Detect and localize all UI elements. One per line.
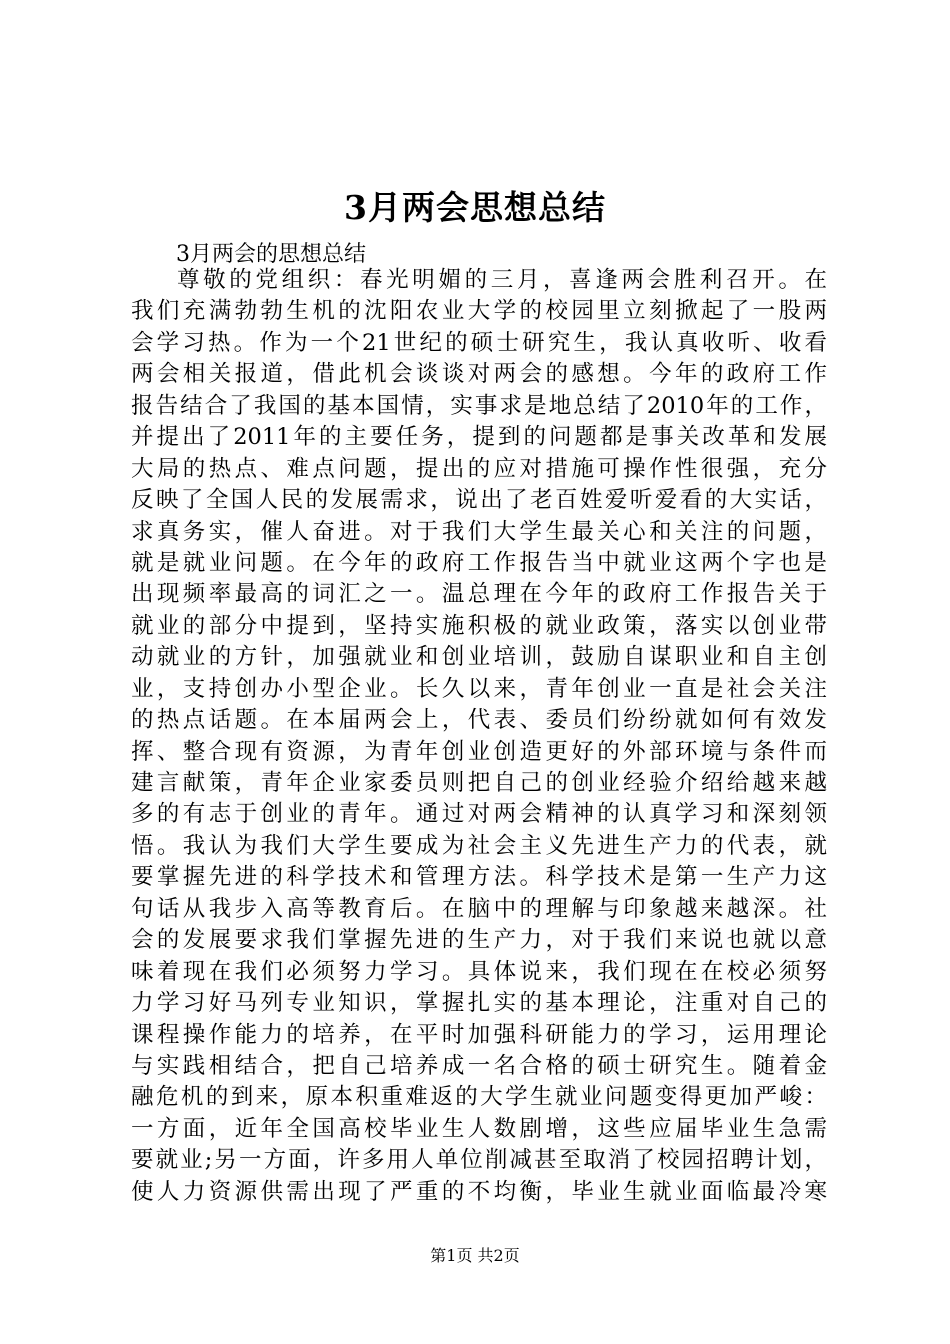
body-line: 与实践相结合，把自己培养成一名合格的硕士研究生。随着金 — [131, 1052, 827, 1079]
body-line: 大局的热点、难点问题，提出的应对措施可操作性很强，充分 — [131, 455, 827, 482]
body-line: 求真务实，催人奋进。对于我们大学生最关心和关注的问题， — [131, 518, 827, 545]
body-line: 句话从我步入高等教育后。在脑中的理解与印象越来越深。社 — [131, 895, 827, 922]
body-line: 尊敬的党组织：春光明媚的三月，喜逢两会胜利召开。在 — [177, 267, 827, 293]
document-subtitle: 3月两会的思想总结 — [176, 242, 366, 267]
body-line: 挥、整合现有资源，为青年创业创造更好的外部环境与条件而 — [131, 738, 827, 765]
body-line: 多的有志于创业的青年。通过对两会精神的认真学习和深刻领 — [131, 801, 827, 828]
document-title: 3月两会思想总结 — [344, 188, 606, 227]
body-paragraph — [131, 265, 827, 1208]
body-line: 悟。我认为我们大学生要成为社会主义先进生产力的代表，就 — [131, 832, 827, 859]
body-line: 课程操作能力的培养，在平时加强科研能力的学习，运用理论 — [131, 1021, 827, 1048]
body-line: 力学习好马列专业知识，掌握扎实的基本理论，注重对自己的 — [131, 990, 827, 1017]
body-line: 融危机的到来，原本积重难返的大学生就业问题变得更加严峻： — [131, 1084, 827, 1111]
body-line: 出现频率最高的词汇之一。温总理在今年的政府工作报告关于 — [131, 581, 827, 608]
body-line: 使人力资源供需出现了严重的不均衡，毕业生就业面临最冷寒 — [131, 1178, 827, 1205]
body-line: 会学习热。作为一个21世纪的硕士研究生，我认真收听、收看 — [131, 329, 827, 356]
body-line: 报告结合了我国的基本国情，实事求是地总结了2010年的工作， — [131, 392, 827, 419]
body-line: 业，支持创办小型企业。长久以来，青年创业一直是社会关注 — [131, 675, 827, 702]
body-line: 动就业的方针，加强就业和创业培训，鼓励自谋职业和自主创 — [131, 644, 827, 671]
body-line: 就是就业问题。在今年的政府工作报告当中就业这两个字也是 — [131, 549, 827, 576]
body-line: 反映了全国人民的发展需求，说出了老百姓爱听爱看的大实话， — [131, 487, 827, 514]
body-line: 我们充满勃勃生机的沈阳农业大学的校园里立刻掀起了一股两 — [131, 298, 827, 325]
body-line: 的热点话题。在本届两会上，代表、委员们纷纷就如何有效发 — [131, 707, 827, 734]
body-line: 建言献策，青年企业家委员则把自己的创业经验介绍给越来越 — [131, 770, 827, 796]
body-line: 两会相关报道，借此机会谈谈对两会的感想。今年的政府工作 — [131, 361, 827, 388]
body-line: 就业的部分中提到，坚持实施积极的就业政策，落实以创业带 — [131, 612, 827, 639]
body-line: 会的发展要求我们掌握先进的生产力，对于我们来说也就以意 — [131, 927, 827, 954]
page-footer: 第1页 共2页 — [430, 1246, 520, 1265]
body-line: 并提出了2011年的主要任务，提到的问题都是事关改革和发展 — [131, 424, 827, 451]
body-line: 一方面，近年全国高校毕业生人数剧增，这些应届毕业生急需 — [131, 1115, 827, 1142]
body-line: 要掌握先进的科学技术和管理方法。科学技术是第一生产力这 — [131, 864, 827, 891]
body-line: 要就业;另一方面，许多用人单位削减甚至取消了校园招聘计划， — [131, 1147, 827, 1174]
body-line: 味着现在我们必须努力学习。具体说来，我们现在在校必须努 — [131, 958, 827, 985]
